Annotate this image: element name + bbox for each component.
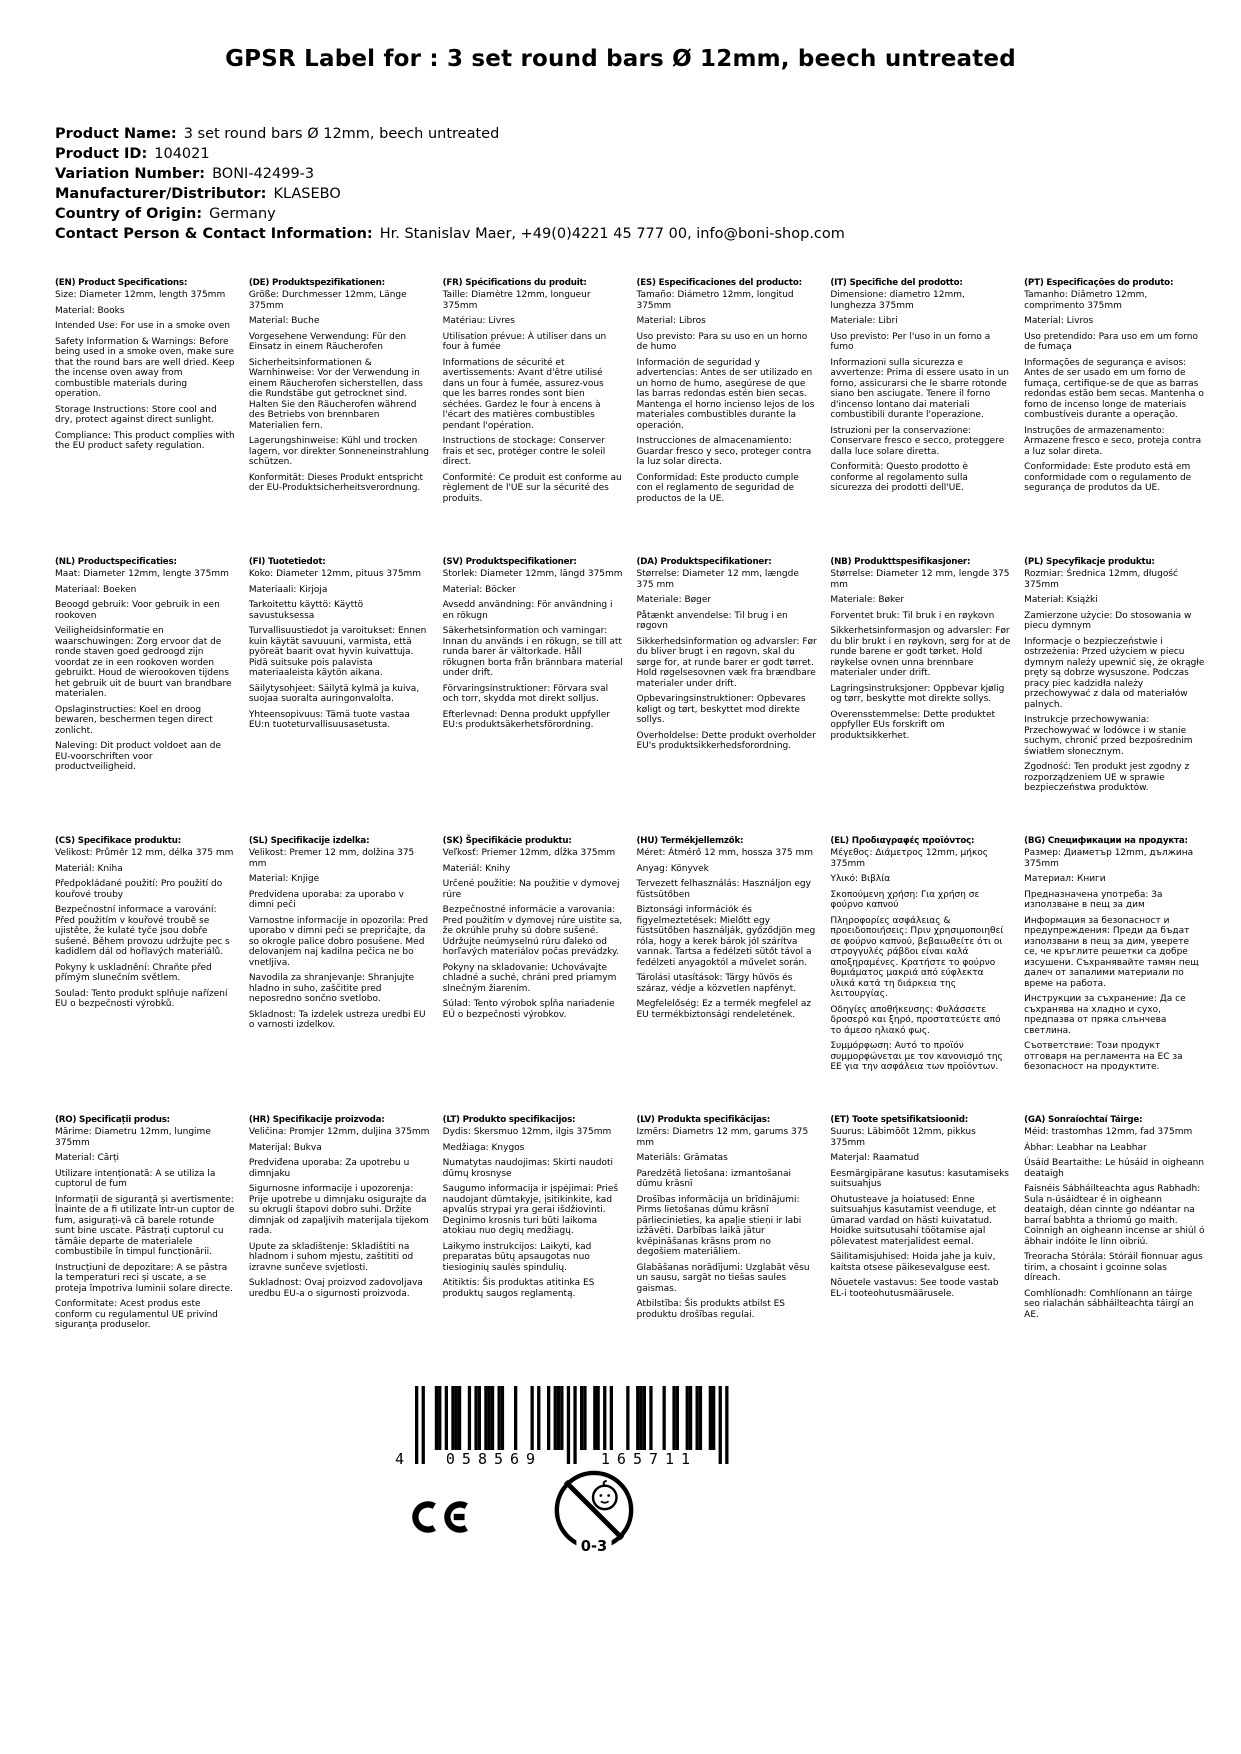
language-spec-heading: (IT) Specifiche del prodotto: [830,278,963,288]
spec-paragraph: Materiale: Bøger [636,595,712,606]
spec-paragraph: Uso previsto: Para su uso en un horno de humo [636,331,808,353]
spec-paragraph: Material: Livros [1024,316,1094,327]
spec-paragraph: Υλικό: Βιβλία [830,874,891,885]
spec-paragraph: Eesmärgipärane kasutus: kasutamiseks suitsuahjus [830,1168,1010,1190]
spec-paragraph: Intended Use: For use in a smoke oven [55,321,231,332]
spec-paragraph: Varnostne informacije in opozorila: Pred uporabo v dimni peči se prepričajte, da so okrogle palice dobro posušene. Med delovanjem naj kadilna pečica ne bo vnetljiva. [248,915,429,968]
spec-paragraph: Съответствие: Този продукт отговаря на регламента на ЕС за безопасност на продуктите. [1024,1041,1183,1073]
language-spec-block [830,1115,1011,1394]
language-spec-heading: (HR) Specifikacije proizvoda: [248,1115,385,1125]
spec-paragraph: Vorgesehene Verwendung: Für den Einsatz in einem Räucherofen [248,331,407,353]
spec-paragraph: Zamierzone użycie: Do stosowania w piecu dymnym [1024,610,1192,632]
language-spec-heading: (FI) Tuotetiedot: [248,557,326,567]
spec-paragraph: Informații de siguranță și avertismente: Înainte de a fi utilizate într-un cuptor de fum, asigurați-vă că barele rotunde sunt bine uscate. Păstrați cuptorul cu tămâie departe de materialele combustibile în timpul funcționării. [55,1194,235,1258]
barcode-first-digit: 4 [395,1450,405,1468]
language-spec-block [636,836,817,1115]
language-spec-block [249,1115,430,1394]
spec-paragraph: Konformität: Dieses Produkt entspricht der EU-Produktsicherheitsverordnung. [248,472,424,494]
spec-paragraph: Информация за безопасност и предупреждения: Преди да бъдат използвани в пещ за дим, уверете се, че кръглите решетки са добре изсушени. Съхранявайте тамян пещ далеч от запалими материали по време на работа. [1024,915,1199,989]
age-range-label: 0-3 [580,1538,608,1556]
language-spec-block [636,1115,817,1394]
language-spec-block [249,557,430,836]
spec-paragraph: Veľkosť: Priemer 12mm, dĺžka 375mm [442,848,616,859]
spec-paragraph: Materiał: Książki [1024,595,1098,606]
spec-paragraph: Säilytysohjeet: Säilytä kylmä ja kuiva, suojaa suoralta auringonvalolta. [248,683,420,705]
language-spec-heading: (SV) Produktspecifikationer: [442,557,577,567]
spec-paragraph: Forventet bruk: Til bruk i en røykovn [830,610,995,621]
spec-paragraph: Veiligheidsinformatie en waarschuwingen: Zorg ervoor dat de ronde staven goed gedroogd zijn voordat ze in een rookoven worden gebruikt. Houd de wierookoven tijdens het gebruik uit de buurt van brandbare materialen. [55,626,232,700]
spec-paragraph: Suurus: Läbimõõt 12mm, pikkus 375mm [830,1127,976,1148]
spec-paragraph: Materiál: Knihy [442,863,511,874]
spec-paragraph: Uso pretendido: Para uso em um forno de fumaça [1024,331,1198,353]
spec-paragraph: Material: Böcker [442,584,516,595]
spec-paragraph: Sukladnost: Ovaj proizvod zadovoljava uredbu EU-a o sigurnosti proizvoda. [248,1278,423,1299]
language-spec-block [1024,278,1205,557]
language-spec-heading: (HU) Termékjellemzők: [636,836,744,846]
spec-paragraph: Materiale: Libri [830,316,898,327]
language-spec-heading: (FR) Spécifications du produit: [442,278,587,288]
language-spec-block [55,1115,236,1394]
spec-paragraph: Izmērs: Diametrs 12 mm, garums 375 mm [636,1127,809,1148]
spec-paragraph: Megfelelőség: Ez a termék megfelel az EU termékbiztonsági rendeletének. [636,999,812,1020]
country-of-origin-row [55,204,1201,224]
spec-paragraph: Predvidena uporaba: za uporabo v dimni peči [248,889,404,911]
spec-paragraph: Atbilstība: Šis produkts atbilst ES produktu drošības regulai. [636,1299,785,1320]
spec-paragraph: Velikost: Průměr 12 mm, délka 375 mm [55,848,234,859]
spec-paragraph: Efterlevnad: Denna produkt uppfyller EU:s produktsäkerhetsförordning. [442,709,611,731]
spec-paragraph: Předpokládané použití: Pro použití do kouřové trouby [55,879,223,900]
manufacturer-label: Manufacturer/Distributor: [55,186,267,202]
spec-paragraph: Safety Information & Warnings: Before being used in a smoke oven, make sure that the round bars are well dried. Keep the incense oven away from combustible materials during operation. [55,336,235,400]
product-info-section [55,124,1201,244]
spec-paragraph: Размер: Диаметър 12mm, дължина 375mm [1024,848,1194,869]
spec-paragraph: Koko: Diameter 12mm, pituus 375mm [248,569,422,580]
spec-paragraph: Compliance: This product complies with the EU product safety regulation. [55,430,235,452]
language-spec-block [636,557,817,836]
language-spec-block [249,278,430,557]
spec-paragraph: Οδηγίες αποθήκευσης: Φυλάσσετε δροσερό και ξηρό, προστατεύετε από το άμεσο ηλιακό φως. [830,1004,1001,1036]
product-name-value: 3 set round bars Ø 12mm, beech untreated [183,126,500,142]
barcode-group1: 058569 [445,1450,543,1468]
spec-paragraph: Bezpečnostné informácie a varovania: Pred použitím v dymovej rúre uistite sa, že okrúhle pruhy sú dobre sušené. Udržujte neúmyselnú rúru ďaleko od horľavých materiálov počas prevádzky. [442,905,623,958]
product-name-label: Product Name: [55,126,177,142]
language-spec-block [55,836,236,1115]
spec-paragraph: Material: Cărți [55,1153,119,1164]
language-spec-heading: (CS) Specifikace produktu: [55,836,181,846]
spec-paragraph: Material: Buche [248,316,320,327]
spec-paragraph: Úsáid Beartaithe: Le húsáid in oigheann deataigh [1024,1158,1205,1179]
language-spec-block [443,557,624,836]
spec-paragraph: Dydis: Skersmuo 12mm, ilgis 375mm [442,1127,612,1138]
language-spec-heading: (SK) Špecifikácie produktu: [442,836,572,846]
spec-paragraph: Sikkerhedsinformation og advarsler: Før du bliver brugt i en røgovn, skal du sørge for, at runde barer er godt tørret. Hold røgelsesovnen væk fra brændbare materialer under drift. [636,636,817,689]
language-spec-block [443,1115,624,1394]
spec-paragraph: Ábhar: Leabhar na Leabhar [1024,1142,1147,1153]
spec-paragraph: Yhteensopivuus: Tämä tuote vastaa EU:n tuoteturvallisuusasetusta. [248,709,410,731]
spec-paragraph: Overensstemmelse: Dette produktet oppfyller EUs forskrift om produktsikkerhet. [830,709,996,741]
spec-paragraph: Utilizare intenționată: A se utiliza la cuptorul de fum [55,1168,216,1190]
spec-paragraph: Instructions de stockage: Conserver frais et sec, protéger contre le soleil direct. [442,436,606,468]
spec-paragraph: Ohutusteave ja hoiatused: Enne suitsuahjus kasutamist veenduge, et ümarad vardad on hästi kuivatatud. Hoidke suitsutusahi töötamise ajal põlevatest materjalidest eemal. [830,1194,997,1247]
age-warning-icon [550,1466,638,1566]
spec-paragraph: Lagerungshinweise: Kühl und trocken lagern, vor direkter Sonneneinstrahlung schützen. [248,436,429,468]
language-spec-block [55,278,236,557]
spec-paragraph: Faisnéis Sábháilteachta agus Rabhadh: Sula n-úsáidtear é in oigheann deataigh, déan cinnte go ndéantar na barraí babhta a thriomú go maith. Coinnigh an oigheann incense ar shiúl ó ábhair indóite le linn oibriú. [1024,1184,1205,1247]
spec-paragraph: Σκοπούμενη χρήση: Για χρήση σε φούρνο καπνού [830,889,980,911]
spec-paragraph: Navodila za shranjevanje: Shranjujte hladno in suho, zaščitite pred neposredno sončno svetlobo. [248,973,415,1005]
spec-paragraph: Bezpečnostní informace a varování: Před použitím v kouřové troubě se ujistěte, že kulaté tyče jsou dobře sušené. Během provozu udržujte pec s kadidlem dál od hořlavých materiálů. [55,905,230,958]
language-spec-heading: (LV) Produkta specifikācijas: [636,1115,770,1125]
spec-paragraph: Size: Diameter 12mm, length 375mm [55,290,226,301]
spec-paragraph: Numatytas naudojimas: Skirti naudoti dūmų krosnyse [442,1158,614,1179]
spec-paragraph: Biztonsági információk és figyelmeztetések: Mielőtt egy füstsütőben használják, győződjön meg róla, hogy a kerek bárok jól szárítva vannak. Tartsa a fedélzeti sütőt távol a fedélzeti anyagoktól a művelet során. [636,905,816,968]
spec-paragraph: Sikkerhetsinformasjon og advarsler: Før du blir brukt i en røykovn, sørg for at de runde barene er godt tørket. Hold røykelse ovnen unna brennbare materialer under drift. [830,626,1011,679]
manufacturer-value: KLASEBO [273,186,341,202]
language-spec-heading: (NL) Productspecificaties: [55,557,177,567]
language-spec-block [830,278,1011,557]
spec-paragraph: Méid: trastomhas 12mm, fad 375mm [1024,1127,1193,1138]
spec-paragraph: Tarkoitettu käyttö: Käyttö savustuksessa [248,600,364,621]
spec-paragraph: Soulad: Tento produkt splňuje nařízení EU o bezpečnosti výrobků. [55,988,228,1010]
language-spec-block [1024,557,1205,836]
language-spec-heading: (RO) Specificații produs: [55,1115,170,1125]
spec-paragraph: Informazioni sulla sicurezza e avvertenze: Prima di essere usato in un forno, assicurarsi che le sbarre rotonde siano ben asciugate. Tenere il forno d'incenso lontano dai materiali combustibili durante l'operazione. [830,357,1009,421]
spec-paragraph: Paredzētā lietošana: izmantošanai dūmu krāsnī [636,1168,792,1190]
spec-paragraph: Säkerhetsinformation och varningar: Innan du används i en rökugn, se till att runda barer är vältorkade. Håll rökugnen borta från brännbara material under drift. [442,626,623,679]
language-spec-heading: (ET) Toote spetsifikatsioonid: [830,1115,969,1125]
spec-paragraph: Istruzioni per la conservazione: Conservare fresco e secco, proteggere dalla luce solare diretta. [830,425,1005,457]
spec-paragraph: Instrukcje przechowywania: Przechowywać w lodówce i w stanie suchym, chronić przed bezpośrednim światłem słonecznym. [1024,715,1193,757]
spec-paragraph: Предназначена употреба: За използване в пещ за дим [1024,889,1163,911]
spec-paragraph: Laikymo instrukcijos: Laikyti, kad preparatas būtų apsaugotas nuo tiesioginių saulės spindulių. [442,1241,592,1273]
language-specs-grid [55,278,1205,1394]
spec-paragraph: Conformidade: Este produto está em conformidade com o regulamento de segurança de produtos da UE. [1024,462,1192,494]
spec-paragraph: Zgodność: Ten produkt jest zgodny z rozporządzeniem UE w sprawie bezpieczeństwa produktów. [1024,762,1190,794]
spec-paragraph: Saugumo informacija ir įspėjimai: Prieš naudojant dūmtakyje, įsitikinkite, kad apvalūs strypai yra gerai išdžiovinti. Deginimo krosnis turi būti laikoma atokiau nuo degių medžiagų. [442,1184,619,1237]
language-spec-block [830,836,1011,1115]
country-of-origin-value: Germany [209,206,276,222]
spec-paragraph: Avsedd användning: För användning i en rökugn [442,600,613,621]
language-spec-block [443,836,624,1115]
spec-paragraph: Comhlíonadh: Comhlíonann an táirge seo rialachán sábháilteachta táirgí an AE. [1024,1288,1194,1320]
language-spec-heading: (BG) Спецификации на продукта: [1024,836,1188,846]
product-id-row [55,144,1201,164]
spec-paragraph: Påtænkt anvendelse: Til brug i en røgovn [636,610,788,632]
spec-paragraph: Sicherheitsinformationen & Warnhinweise: Vor der Verwendung in einem Räucherofen sicherstellen, dass die Rundstäbe gut getrocknet sind. Halten Sie den Räucherofen während des Betriebs von brennbaren Materialien fern. [248,357,423,431]
spec-paragraph: Größe: Durchmesser 12mm, Länge 375mm [248,290,407,311]
language-spec-heading: (DE) Produktspezifikationen: [248,278,385,288]
spec-paragraph: Material: Libros [636,316,706,327]
language-spec-heading: (DA) Produktspecifikationer: [636,557,772,567]
language-spec-heading: (ES) Especificaciones del producto: [636,278,802,288]
spec-paragraph: Treoracha Stórála: Stóráil fionnuar agus tirim, a chosaint i gcoinne solas díreach. [1024,1252,1203,1284]
language-spec-heading: (NB) Produkttspesifikasjoner: [830,557,971,567]
variation-number-value: BONI-42499-3 [212,166,315,182]
spec-paragraph: Určené použitie: Na použitie v dymovej rúre [442,879,620,900]
product-id-label: Product ID: [55,146,148,162]
spec-paragraph: Turvallisuustiedot ja varoitukset: Ennen kuin käytät savuuuni, varmista, että pyöreät baarit ovat hyvin kuivattuja. Pidä suitsuke pois palavista materiaaleista käytön aikana. [248,626,427,679]
language-spec-heading: (PL) Specyfikacje produktu: [1024,557,1155,567]
spec-paragraph: Instrucțiuni de depozitare: A se păstra la temperaturi reci și uscate, a se proteja împotriva luminii solare directe. [55,1262,233,1294]
spec-paragraph: Materiál: Kniha [55,863,123,874]
spec-paragraph: Naleving: Dit product voldoet aan de EU-voorschriften voor productveiligheid. [55,741,222,773]
spec-paragraph: Πληροφορίες ασφάλειας & προειδοποιήσεις: Πριν χρησιμοποιηθεί σε φούρνο καπνού, βεβαιωθείτε ότι οι στρογγυλές ράβδοι είναι καλά αποξηραμένες. Κρατήστε το φούρνο θυμιάματος μακριά από εύφλεκτα υλικά κατά τη διάρκεια της λειτουργίας. [830,915,1004,1000]
spec-paragraph: Predviđena uporaba: Za upotrebu u dimnjaku [248,1158,410,1179]
language-spec-block [830,557,1011,836]
language-spec-block [1024,836,1205,1115]
language-spec-heading: (EN) Product Specifications: [55,278,188,288]
language-spec-block [55,557,236,836]
country-of-origin-label: Country of Origin: [55,206,203,222]
language-spec-block [443,278,624,557]
spec-paragraph: Información de seguridad y advertencias: Antes de ser utilizado en un horno de humo, asegúrese de que las barras redondas estén bien secas. Mantenga el horno incienso lejos de los materiales combustibles durante la operación. [636,357,815,431]
spec-paragraph: Conformité: Ce produit est conforme au règlement de l'UE sur la sécurité des produits. [442,472,622,504]
spec-paragraph: Informações de segurança e avisos: Antes de ser usado em um forno de fumaça, certifique-se de que as barras redondas estão bem secas. Mantenha o forno de incenso longe de materiais combustíveis durante a operação. [1024,357,1204,421]
barcode-group2: 165711 [600,1450,698,1468]
spec-paragraph: Материал: Книги [1024,874,1106,885]
spec-paragraph: Beoogd gebruik: Voor gebruik in een rookoven [55,600,220,621]
language-spec-block [1024,1115,1205,1394]
spec-paragraph: Opbevaringsinstruktioner: Opbevares køligt og tørt, beskyttet mod direkte sollys. [636,694,806,726]
spec-paragraph: Pokyny na skladovanie: Uchovávajte chladné a suché, chráni pred priamym slnečným žiarením. [442,962,617,994]
spec-paragraph: Pokyny k uskladnění: Chraňte před přímým slunečním světlem. [55,962,212,984]
spec-paragraph: Mărime: Diametru 12mm, lungime 375mm [55,1127,211,1148]
spec-paragraph: Materiaali: Kirjoja [248,584,328,595]
spec-paragraph: Glabāšanas norādījumi: Uzglabāt vēsu un sausu, sargāt no tiešas saules gaismas. [636,1262,810,1294]
spec-paragraph: Uso previsto: Per l'uso in un forno a fumo [830,331,991,353]
language-spec-heading: (GA) Sonraíochtaí Táirge: [1024,1115,1143,1125]
spec-paragraph: Material: Knjige [248,874,320,885]
spec-paragraph: Nõuetele vastavus: See toode vastab EL-i tooteohutusmäärusele. [830,1278,999,1299]
manufacturer-row [55,184,1201,204]
spec-paragraph: Taille: Diamètre 12mm, longueur 375mm [442,290,591,311]
page-title: GPSR Label for : 3 set round bars Ø 12mm, beech untreated [225,46,1016,72]
spec-paragraph: Conformità: Questo prodotto è conforme al regolamento sulla sicurezza dei prodotti dell'UE. [830,462,969,494]
spec-paragraph: Opslaginstructies: Koel en droog bewaren, beschermen tegen direct zonlicht. [55,704,213,736]
spec-paragraph: Utilisation prévue: À utiliser dans un four à fumée [442,331,607,353]
spec-paragraph: Storage Instructions: Store cool and dry, protect against direct sunlight. [55,404,217,426]
spec-paragraph: Overholdelse: Dette produkt overholder EU's produktsikkerhedsforordning. [636,730,816,752]
spec-paragraph: Säilitamisjuhised: Hoida jahe ja kuiv, kaitsta otsese päikesevalguse eest. [830,1252,996,1273]
product-id-value: 104021 [154,146,210,162]
spec-paragraph: Informacje o bezpieczeństwie i ostrzeżenia: Przed użyciem w piecu dymnym należy upewnić się, że okrągłe pręty są dobrze wysuszone. Podczas pracy piec kadzidła należy przechowywać z dala od materiałów palnych. [1024,636,1205,710]
spec-paragraph: Conformidad: Este producto cumple con el reglamento de seguridad de productos de la UE. [636,472,799,504]
language-spec-heading: (SL) Specifikacije izdelka: [248,836,370,846]
spec-paragraph: Maat: Diameter 12mm, lengte 375mm [55,569,229,580]
variation-number-label: Variation Number: [55,166,206,182]
spec-paragraph: Atitiktis: Šis produktas atitinka ES produktų saugos reglamentą. [442,1278,595,1299]
spec-paragraph: Medžiaga: Knygos [442,1142,525,1153]
spec-paragraph: Tárolási utasítások: Tárgy hűvös és száraz, védje a közvetlen napfényt. [636,973,797,994]
spec-paragraph: Sigurnosne informacije i upozorenja: Prije upotrebe u dimnjaku osigurajte da su okrugli štapovi dobro suhi. Držite dimnjak od zapaljivih materijala tijekom rada. [248,1184,429,1237]
spec-paragraph: Velikost: Premer 12 mm, dolžina 375 mm [248,848,415,869]
spec-paragraph: Drošības informācija un brīdinājumi: Pirms lietošanas dūmu krāsnī pārliecinieties, ka apaļie stieņi ir labi izžāvēti. Darbības laikā jātur kvēpināšanas krāsns prom no degošiem materiāliem. [636,1194,802,1258]
baby-face-icon [593,1486,616,1509]
spec-paragraph: Tervezett felhasználás: Használjon egy füstsütőben [636,879,811,900]
spec-paragraph: Tamaño: Diámetro 12mm, longitud 375mm [636,290,794,311]
spec-paragraph: Rozmiar: Średnica 12mm, długość 375mm [1024,569,1178,590]
spec-paragraph: Material: Books [55,305,125,316]
spec-paragraph: Informations de sécurité et avertissements: Avant d'être utilisé dans un four à fumée, assurez-vous que les barres rondes sont bien séchées. Gardez le four à encens à l'écart des matières combustibles pendant l'opération. [442,357,604,431]
spec-paragraph: Materiaal: Boeken [55,584,137,595]
spec-paragraph: Materiāls: Grāmatas [636,1153,728,1164]
spec-paragraph: Инструкции за съхранение: Да се съхранява на хладно и сухо, предпазва от пряка слънчева светлина. [1024,994,1186,1036]
spec-paragraph: Størrelse: Diameter 12 mm, længde 375 mm [636,569,799,590]
spec-paragraph: Instruções de armazenamento: Armazene fresco e seco, proteja contra a luz solar direta. [1024,425,1202,457]
spec-paragraph: Instrucciones de almacenamiento: Guardar fresco y seco, proteger contra la luz solar directa. [636,436,812,468]
language-spec-heading: (PT) Especificações do produto: [1024,278,1174,288]
language-spec-heading: (LT) Produkto specifikacijos: [442,1115,576,1125]
language-spec-block [249,836,430,1115]
product-name-row [55,124,1201,144]
spec-paragraph: Μέγεθος: Διάμετρος 12mm, μήκος 375mm [830,848,989,869]
contact-row [55,224,1201,244]
spec-paragraph: Συμμόρφωση: Αυτό το προϊόν συμμορφώνεται με τον κανονισμό της ΕΕ για την ασφάλεια των προϊόντων. [830,1041,1003,1073]
contact-value: Hr. Stanislav Maer, +49(0)4221 45 777 00, info@boni-shop.com [379,226,845,242]
spec-paragraph: Materiale: Bøker [830,595,905,606]
spec-paragraph: Storlek: Diameter 12mm, längd 375mm [442,569,623,580]
spec-paragraph: Dimensione: diametro 12mm, lunghezza 375mm [830,290,965,311]
language-spec-heading: (EL) Προδιαγραφές προϊόντος: [830,836,975,846]
spec-paragraph: Méret: Átmérő 12 mm, hossza 375 mm [636,848,813,859]
spec-paragraph: Lagringsinstruksjoner: Oppbevar kjølig og tørr, beskytte mot direkte sollys. [830,683,1005,705]
contact-label: Contact Person & Contact Information: [55,226,373,242]
spec-paragraph: Skladnost: Ta izdelek ustreza uredbi EU o varnosti izdelkov. [248,1009,426,1031]
spec-paragraph: Veličina: Promjer 12mm, duljina 375mm [248,1127,430,1138]
spec-paragraph: Materjal: Raamatud [830,1153,920,1164]
variation-number-row [55,164,1201,184]
spec-paragraph: Förvaringsinstruktioner: Förvara sval och torr, skydda mot direkt solljus. [442,683,609,705]
spec-paragraph: Anyag: Könyvek [636,863,709,874]
spec-paragraph: Upute za skladištenje: Skladištiti na hladnom i suhom mjestu, zaštititi od izravne sunčeve svjetlosti. [248,1241,414,1273]
spec-paragraph: Størrelse: Diameter 12 mm, lengde 375 mm [830,569,1010,590]
spec-paragraph: Tamanho: Diâmetro 12mm, comprimento 375mm [1024,290,1148,311]
spec-paragraph: Materijal: Bukva [248,1142,322,1153]
spec-paragraph: Matériau: Livres [442,316,515,327]
language-spec-block [636,278,817,557]
spec-paragraph: Súlad: Tento výrobok spĺňa nariadenie EÚ o bezpečnosti výrobkov. [442,999,615,1020]
ce-mark-icon [408,1489,472,1545]
spec-paragraph: Conformitate: Acest produs este conform cu regulamentul UE privind siguranța produselor. [55,1299,218,1331]
